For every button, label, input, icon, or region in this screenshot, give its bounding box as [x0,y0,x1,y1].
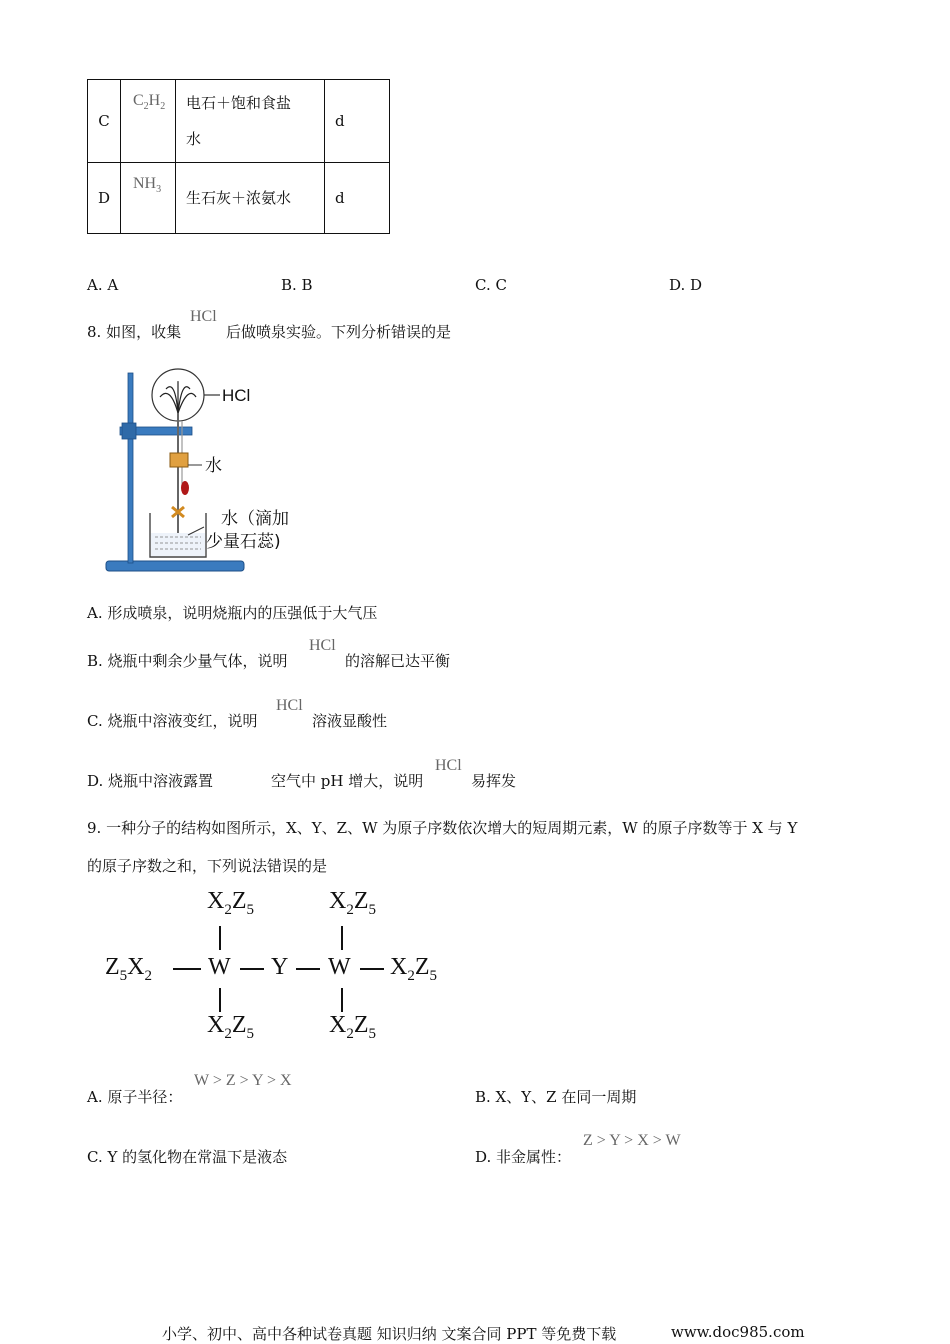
dropper-bulb [181,481,189,495]
stand-rod [128,373,133,563]
q8-option-c-suffix: 溶液显酸性 [312,712,388,730]
q9-option-d[interactable]: D. 非金属性： [475,1148,572,1166]
q8-stem-prefix: 8. 如图，收集 [87,323,182,341]
q8-option-b-formula: HCl [309,637,336,654]
right-group: $X_2Z_5$ [390,954,438,984]
bond-vertical [341,988,343,1012]
q8-option-b-suffix: 的溶解已达平衡 [345,652,451,670]
reagent-table [87,79,390,234]
bottom-left-group: $X_2Z_5$ [207,1012,255,1042]
gas-formula: $C_2H_2$ [133,92,166,113]
choice-a[interactable]: A. A [87,276,119,294]
q8-option-c[interactable]: C. 烧瓶中溶液变红，说明 [87,712,258,730]
q8-option-d[interactable]: D. 烧瓶中溶液露置 [87,772,214,790]
top-right-group: $X_2Z_5$ [329,888,377,918]
q8-option-c-formula: HCl [276,697,303,714]
table-row [88,163,390,234]
reagent-cell: 电石＋饱和食盐 水 [176,80,325,163]
choice-b[interactable]: B. B [281,276,313,294]
atom-w-right: W [328,954,351,980]
q8-option-d-formula: HCl [435,757,462,774]
choice-d[interactable]: D. D [669,276,703,294]
left-group: $Z_5X_2$ [105,954,153,984]
choice-c[interactable]: C. C [475,276,507,294]
q9-option-c[interactable]: C. Y 的氢化物在常温下是液态 [87,1148,288,1166]
fountain-spray [160,382,196,413]
stopper [170,453,188,467]
q8-option-d-middle: 空气中 pH 增大，说明 [271,772,424,790]
bond-horizontal [173,968,201,970]
bond-vertical [219,926,221,950]
device-cell: d [325,80,390,163]
fountain-apparatus-figure [100,365,330,580]
bond-horizontal [296,968,320,970]
device-cell: d [325,163,390,234]
beaker-liquid [151,533,205,556]
option-cell: D [88,163,121,234]
water-label: 水 [205,456,222,476]
gas-formula: $NH_3$ [133,175,162,196]
beaker-label-line1: 水（滴加 [221,509,289,529]
clamp-boss [122,423,136,439]
gas-cell [121,163,176,234]
q8-option-a[interactable]: A. 形成喷泉，说明烧瓶内的压强低于大气压 [87,604,378,622]
q9-option-a-formula: W > Z > Y > X [194,1072,292,1089]
hcl-label: HCl [222,386,251,405]
q9-option-a[interactable]: A. 原子半径： [87,1088,183,1106]
molecule-structure [100,888,480,1048]
q8-option-d-suffix: 易挥发 [471,772,517,790]
bond-horizontal [240,968,264,970]
q8-option-b[interactable]: B. 烧瓶中剩余少量气体，说明 [87,652,288,670]
q8-stem-formula: HCl [190,308,217,325]
bond-horizontal [360,968,384,970]
atom-y: Y [271,954,289,980]
q9-option-d-formula: Z > Y > X > W [583,1132,681,1149]
table-row [88,80,390,163]
gas-cell [121,80,176,163]
reagent-cell: 生石灰＋浓氨水 [176,163,325,234]
q8-stem-suffix: 后做喷泉实验。下列分析错误的是 [226,323,452,341]
option-cell: C [88,80,121,163]
beaker-label-line2: 少量石蕊) [206,532,281,552]
top-left-group: $X_2Z_5$ [207,888,255,918]
bond-vertical [219,988,221,1012]
footer-text: 小学、初中、高中各种试卷真题 知识归纳 文案合同 PPT 等免费下载 [162,1325,617,1343]
stand-base [106,561,244,571]
q9-stem-line1: 9. 一种分子的结构如图所示，X、Y、Z、W 为原子序数依次增大的短周期元素，W 的原子序数等于 X 与 Y [87,819,798,837]
atom-w-left: W [208,954,231,980]
footer-url[interactable]: www.doc985.com [671,1323,805,1341]
bond-vertical [341,926,343,950]
q9-option-b[interactable]: B. X、Y、Z 在同一周期 [475,1088,637,1106]
q9-stem-line2: 的原子序数之和，下列说法错误的是 [87,857,328,875]
bottom-right-group: $X_2Z_5$ [329,1012,377,1042]
